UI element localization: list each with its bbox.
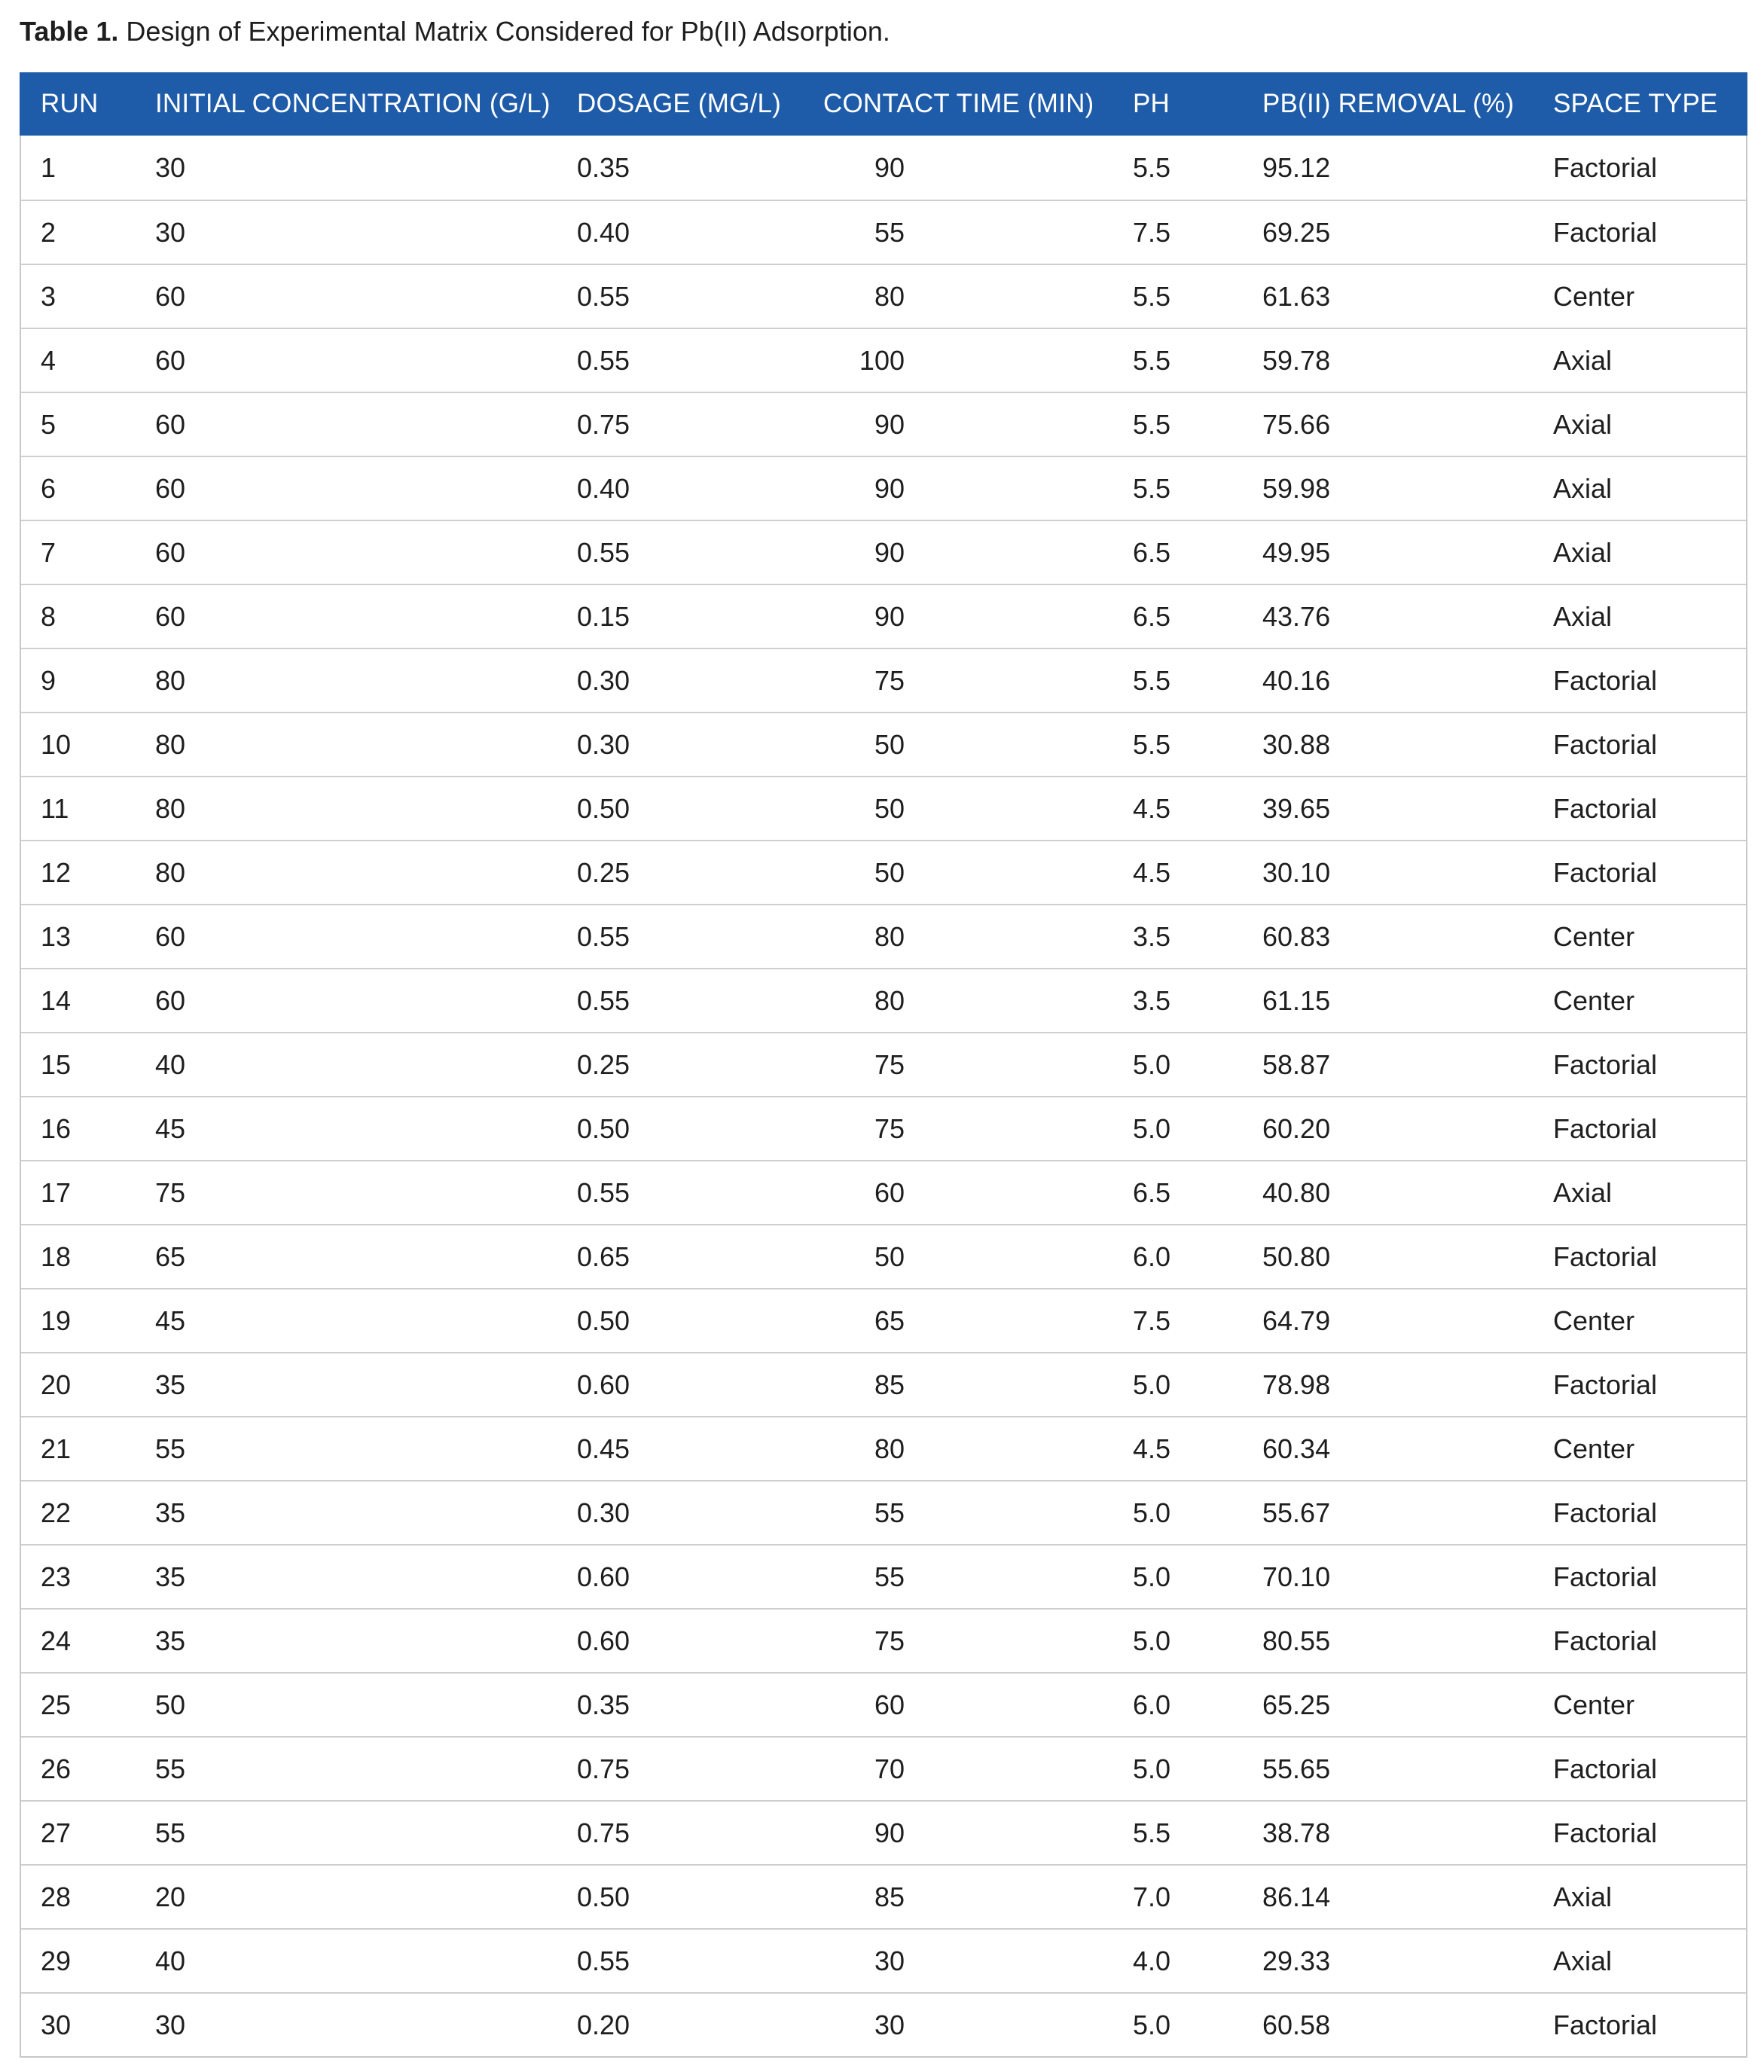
cell-contact-time (823, 1049, 1133, 1081)
experimental-matrix-table (20, 72, 1747, 2058)
contact-time-value: 85 (874, 1369, 905, 1400)
cell-dosage: 0.50 (577, 1881, 630, 1912)
cell-contact-time (823, 537, 1133, 569)
cell-space-type: Factorial (1553, 1240, 1658, 1272)
cell-run: 12 (41, 856, 72, 888)
contact-time-value: 55 (874, 1561, 905, 1592)
cell-run: 28 (41, 1881, 72, 1912)
cell-dosage: 0.75 (577, 1753, 630, 1784)
cell-run: 16 (41, 1112, 72, 1144)
contact-time-value: 30 (874, 1945, 905, 1976)
cell-initial-concentration: 60 (155, 344, 186, 376)
cell-ph: 5.5 (1133, 728, 1171, 760)
cell-ph: 6.5 (1133, 536, 1171, 568)
cell-initial-concentration: 30 (155, 216, 186, 248)
cell-removal: 64.79 (1262, 1305, 1331, 1336)
cell-removal: 69.25 (1262, 216, 1331, 248)
cell-run: 30 (41, 2009, 72, 2040)
cell-dosage: 0.35 (577, 1689, 630, 1720)
cell-space-type: Factorial (1553, 1625, 1658, 1656)
header-run: RUN (41, 89, 99, 118)
cell-space-type: Axial (1553, 344, 1613, 376)
cell-dosage: 0.30 (577, 728, 630, 760)
cell-removal: 60.83 (1262, 920, 1331, 952)
cell-run: 17 (41, 1176, 72, 1208)
table-row (21, 264, 1746, 328)
cell-ph: 5.5 (1133, 280, 1171, 312)
cell-initial-concentration: 60 (155, 600, 186, 632)
cell-removal: 61.63 (1262, 280, 1331, 312)
cell-removal: 55.67 (1262, 1497, 1331, 1528)
cell-dosage: 0.45 (577, 1433, 630, 1464)
table-row (21, 392, 1746, 456)
cell-removal: 43.76 (1262, 600, 1331, 632)
cell-run: 11 (41, 792, 69, 824)
cell-contact-time (823, 409, 1133, 441)
contact-time-value: 55 (874, 1497, 905, 1528)
cell-ph: 5.5 (1133, 344, 1171, 376)
table-row (21, 1864, 1746, 1928)
table-caption (20, 11, 890, 53)
cell-dosage: 0.65 (577, 1240, 630, 1272)
cell-contact-time (823, 217, 1133, 249)
cell-initial-concentration: 60 (155, 280, 186, 312)
cell-initial-concentration: 80 (155, 728, 186, 760)
cell-space-type: Axial (1553, 1881, 1613, 1912)
cell-removal: 58.87 (1262, 1048, 1331, 1080)
contact-time-value: 75 (874, 664, 905, 696)
cell-space-type: Center (1553, 1433, 1635, 1464)
cell-removal: 39.65 (1262, 792, 1331, 824)
cell-initial-concentration: 30 (155, 2009, 186, 2040)
contact-time-value: 90 (874, 536, 905, 568)
contact-time-value: 90 (874, 151, 905, 183)
cell-contact-time (823, 345, 1133, 377)
cell-contact-time (823, 1945, 1133, 1977)
table-row (21, 1160, 1746, 1224)
cell-dosage: 0.50 (577, 1305, 630, 1336)
cell-space-type: Factorial (1553, 1753, 1658, 1784)
contact-time-value: 90 (874, 600, 905, 632)
cell-ph: 6.5 (1133, 600, 1171, 632)
cell-ph: 4.5 (1133, 856, 1171, 888)
cell-removal: 30.88 (1262, 728, 1331, 760)
header-ph: PH (1133, 89, 1170, 118)
contact-time-value: 75 (874, 1112, 905, 1144)
table-row (21, 1352, 1746, 1416)
cell-dosage: 0.75 (577, 408, 630, 440)
contact-time-value: 80 (874, 280, 905, 312)
cell-dosage: 0.20 (577, 2009, 630, 2040)
cell-ph: 5.0 (1133, 1753, 1171, 1784)
cell-contact-time (823, 665, 1133, 697)
contact-time-value: 65 (874, 1305, 905, 1336)
cell-space-type: Center (1553, 1305, 1635, 1336)
cell-ph: 5.0 (1133, 1497, 1171, 1528)
cell-removal: 59.98 (1262, 472, 1331, 504)
caption-label: Table 1. (20, 16, 119, 47)
cell-dosage: 0.25 (577, 856, 630, 888)
cell-initial-concentration: 60 (155, 920, 186, 952)
cell-space-type: Center (1553, 920, 1635, 952)
cell-run: 27 (41, 1817, 72, 1848)
cell-initial-concentration: 35 (155, 1625, 186, 1656)
cell-contact-time (823, 1561, 1133, 1593)
contact-time-value: 90 (874, 472, 905, 504)
cell-run: 19 (41, 1305, 72, 1336)
cell-initial-concentration: 55 (155, 1433, 186, 1464)
cell-initial-concentration: 55 (155, 1817, 186, 1848)
table-header-row (20, 72, 1747, 136)
cell-contact-time (823, 1305, 1133, 1337)
cell-run: 26 (41, 1753, 72, 1784)
cell-ph: 5.5 (1133, 1817, 1171, 1848)
cell-removal: 50.80 (1262, 1240, 1331, 1272)
cell-removal: 29.33 (1262, 1945, 1331, 1976)
cell-removal: 40.80 (1262, 1176, 1331, 1208)
cell-dosage: 0.55 (577, 1176, 630, 1208)
contact-time-value: 100 (859, 344, 905, 376)
cell-contact-time (823, 985, 1133, 1017)
cell-run: 15 (41, 1048, 72, 1080)
cell-space-type: Factorial (1553, 1112, 1658, 1144)
contact-time-value: 75 (874, 1625, 905, 1656)
header-dosage: DOSAGE (MG/L) (577, 89, 781, 118)
cell-space-type: Factorial (1553, 792, 1658, 824)
cell-initial-concentration: 65 (155, 1240, 186, 1272)
contact-time-value: 50 (874, 792, 905, 824)
cell-initial-concentration: 75 (155, 1176, 186, 1208)
contact-time-value: 50 (874, 856, 905, 888)
table-row (21, 1800, 1746, 1864)
cell-run: 1 (41, 151, 56, 183)
contact-time-value: 60 (874, 1176, 905, 1208)
cell-removal: 60.34 (1262, 1433, 1331, 1464)
cell-ph: 5.0 (1133, 1048, 1171, 1080)
cell-space-type: Center (1553, 280, 1635, 312)
cell-contact-time (823, 1369, 1133, 1401)
cell-space-type: Axial (1553, 600, 1613, 632)
cell-ph: 5.0 (1133, 1112, 1171, 1144)
cell-removal: 80.55 (1262, 1625, 1331, 1656)
cell-ph: 3.5 (1133, 920, 1171, 952)
cell-ph: 5.0 (1133, 2009, 1171, 2040)
table-row (21, 1288, 1746, 1352)
cell-ph: 5.0 (1133, 1561, 1171, 1592)
contact-time-value: 90 (874, 1817, 905, 1848)
cell-run: 3 (41, 280, 56, 312)
cell-run: 23 (41, 1561, 72, 1592)
cell-space-type: Factorial (1553, 2009, 1658, 2040)
cell-contact-time (823, 1817, 1133, 1849)
contact-time-value: 50 (874, 1240, 905, 1272)
cell-dosage: 0.55 (577, 920, 630, 952)
cell-dosage: 0.30 (577, 1497, 630, 1528)
cell-ph: 4.5 (1133, 1433, 1171, 1464)
cell-contact-time (823, 281, 1133, 313)
cell-initial-concentration: 80 (155, 664, 186, 696)
cell-space-type: Axial (1553, 536, 1613, 568)
cell-removal: 59.78 (1262, 344, 1331, 376)
cell-initial-concentration: 80 (155, 856, 186, 888)
cell-space-type: Center (1553, 984, 1635, 1016)
cell-space-type: Factorial (1553, 1369, 1658, 1400)
table-row (21, 1672, 1746, 1736)
cell-removal: 38.78 (1262, 1817, 1331, 1848)
cell-dosage: 0.75 (577, 1817, 630, 1848)
contact-time-value: 50 (874, 728, 905, 760)
cell-contact-time (823, 1241, 1133, 1273)
cell-removal: 49.95 (1262, 536, 1331, 568)
contact-time-value: 55 (874, 216, 905, 248)
cell-contact-time (823, 857, 1133, 889)
cell-run: 25 (41, 1689, 72, 1720)
cell-contact-time (823, 1177, 1133, 1209)
cell-removal: 70.10 (1262, 1561, 1331, 1592)
contact-time-value: 60 (874, 1689, 905, 1720)
table-row (21, 1928, 1746, 1992)
cell-run: 5 (41, 408, 56, 440)
cell-run: 10 (41, 728, 72, 760)
cell-removal: 40.16 (1262, 664, 1331, 696)
cell-ph: 5.5 (1133, 472, 1171, 504)
cell-dosage: 0.40 (577, 216, 630, 248)
table-row (21, 584, 1746, 648)
cell-space-type: Axial (1553, 408, 1613, 440)
table-row (21, 328, 1746, 392)
cell-run: 24 (41, 1625, 72, 1656)
cell-removal: 86.14 (1262, 1881, 1331, 1912)
cell-space-type: Factorial (1553, 151, 1658, 183)
cell-removal: 61.15 (1262, 984, 1331, 1016)
cell-ph: 7.0 (1133, 1881, 1171, 1912)
cell-ph: 5.0 (1133, 1625, 1171, 1656)
cell-removal: 30.10 (1262, 856, 1331, 888)
cell-contact-time (823, 729, 1133, 761)
cell-contact-time (823, 2009, 1133, 2041)
cell-run: 4 (41, 344, 56, 376)
cell-initial-concentration: 60 (155, 536, 186, 568)
table-row (21, 1736, 1746, 1800)
cell-initial-concentration: 60 (155, 472, 186, 504)
table-row (21, 1224, 1746, 1288)
table-row (21, 1480, 1746, 1544)
cell-initial-concentration: 80 (155, 792, 186, 824)
cell-space-type: Factorial (1553, 216, 1658, 248)
cell-initial-concentration: 35 (155, 1497, 186, 1528)
cell-dosage: 0.30 (577, 664, 630, 696)
cell-run: 2 (41, 216, 56, 248)
caption-text: Design of Experimental Matrix Considered for Pb(II) Adsorption. (126, 16, 890, 47)
cell-initial-concentration: 55 (155, 1753, 186, 1784)
contact-time-value: 80 (874, 920, 905, 952)
table-row (21, 1608, 1746, 1672)
cell-ph: 3.5 (1133, 984, 1171, 1016)
cell-space-type: Factorial (1553, 856, 1658, 888)
cell-contact-time (823, 1625, 1133, 1657)
cell-initial-concentration: 35 (155, 1561, 186, 1592)
cell-dosage: 0.60 (577, 1369, 630, 1400)
cell-initial-concentration: 40 (155, 1945, 186, 1976)
cell-ph: 7.5 (1133, 1305, 1171, 1336)
cell-dosage: 0.55 (577, 1945, 630, 1976)
cell-dosage: 0.15 (577, 600, 630, 632)
header-initial-concentration: INITIAL CONCENTRATION (G/L) (155, 89, 551, 118)
cell-contact-time (823, 1753, 1133, 1785)
cell-run: 6 (41, 472, 56, 504)
cell-removal: 65.25 (1262, 1689, 1331, 1720)
contact-time-value: 85 (874, 1881, 905, 1912)
table-row (21, 904, 1746, 968)
cell-initial-concentration: 60 (155, 984, 186, 1016)
contact-time-value: 30 (874, 2009, 905, 2040)
cell-space-type: Factorial (1553, 1817, 1658, 1848)
cell-removal: 78.98 (1262, 1369, 1331, 1400)
cell-initial-concentration: 45 (155, 1305, 186, 1336)
cell-space-type: Factorial (1553, 1048, 1658, 1080)
table-body (21, 136, 1746, 2056)
cell-contact-time (823, 601, 1133, 633)
cell-initial-concentration: 35 (155, 1369, 186, 1400)
cell-dosage: 0.55 (577, 280, 630, 312)
cell-dosage: 0.60 (577, 1625, 630, 1656)
cell-initial-concentration: 30 (155, 151, 186, 183)
contact-time-value: 75 (874, 1048, 905, 1080)
cell-space-type: Axial (1553, 1945, 1613, 1976)
cell-space-type: Center (1553, 1689, 1635, 1720)
table-row (21, 968, 1746, 1032)
cell-initial-concentration: 50 (155, 1689, 186, 1720)
cell-dosage: 0.60 (577, 1561, 630, 1592)
cell-dosage: 0.50 (577, 792, 630, 824)
cell-run: 7 (41, 536, 56, 568)
cell-space-type: Factorial (1553, 664, 1658, 696)
cell-space-type: Factorial (1553, 1497, 1658, 1528)
cell-run: 8 (41, 600, 56, 632)
table-row (21, 520, 1746, 584)
table-row (21, 1992, 1746, 2056)
cell-dosage: 0.55 (577, 344, 630, 376)
cell-ph: 4.0 (1133, 1945, 1171, 1976)
cell-space-type: Factorial (1553, 728, 1658, 760)
cell-ph: 5.5 (1133, 664, 1171, 696)
cell-contact-time (823, 1689, 1133, 1721)
cell-ph: 5.5 (1133, 151, 1171, 183)
cell-ph: 5.0 (1133, 1369, 1171, 1400)
cell-run: 18 (41, 1240, 72, 1272)
cell-contact-time (823, 1881, 1133, 1913)
table-row (21, 712, 1746, 776)
cell-space-type: Axial (1553, 1176, 1613, 1208)
cell-run: 9 (41, 664, 56, 696)
cell-run: 13 (41, 920, 72, 952)
cell-ph: 5.5 (1133, 408, 1171, 440)
cell-contact-time (823, 921, 1133, 953)
cell-contact-time (823, 1433, 1133, 1465)
cell-initial-concentration: 45 (155, 1112, 186, 1144)
cell-initial-concentration: 20 (155, 1881, 186, 1912)
cell-dosage: 0.40 (577, 472, 630, 504)
cell-ph: 7.5 (1133, 216, 1171, 248)
cell-ph: 4.5 (1133, 792, 1171, 824)
cell-run: 21 (41, 1433, 72, 1464)
cell-dosage: 0.55 (577, 984, 630, 1016)
cell-removal: 75.66 (1262, 408, 1331, 440)
cell-contact-time (823, 473, 1133, 505)
table-row (21, 648, 1746, 712)
cell-space-type: Factorial (1553, 1561, 1658, 1592)
cell-run: 14 (41, 984, 72, 1016)
cell-run: 29 (41, 1945, 72, 1976)
table-row (21, 456, 1746, 520)
contact-time-value: 90 (874, 408, 905, 440)
cell-contact-time (823, 1113, 1133, 1145)
cell-initial-concentration: 60 (155, 408, 186, 440)
cell-dosage: 0.25 (577, 1048, 630, 1080)
cell-ph: 6.5 (1133, 1176, 1171, 1208)
cell-initial-concentration: 40 (155, 1048, 186, 1080)
cell-removal: 60.20 (1262, 1112, 1331, 1144)
cell-run: 20 (41, 1369, 72, 1400)
table-row (21, 776, 1746, 840)
contact-time-value: 70 (874, 1753, 905, 1784)
cell-contact-time (823, 1497, 1133, 1529)
cell-run: 22 (41, 1497, 72, 1528)
table-row (21, 1544, 1746, 1608)
table-row (21, 1416, 1746, 1480)
header-contact-time: CONTACT TIME (MIN) (823, 89, 1094, 118)
table-row (21, 1032, 1746, 1096)
cell-removal: 60.58 (1262, 2009, 1331, 2040)
cell-ph: 6.0 (1133, 1689, 1171, 1720)
cell-space-type: Axial (1553, 472, 1613, 504)
header-space-type: SPACE TYPE (1553, 89, 1718, 118)
header-removal: PB(II) REMOVAL (%) (1262, 89, 1515, 118)
cell-dosage: 0.50 (577, 1112, 630, 1144)
table-row (21, 1096, 1746, 1160)
contact-time-value: 80 (874, 1433, 905, 1464)
cell-contact-time (823, 152, 1133, 184)
cell-removal: 55.65 (1262, 1753, 1331, 1784)
contact-time-value: 80 (874, 984, 905, 1016)
cell-contact-time (823, 793, 1133, 825)
table-row (21, 200, 1746, 264)
cell-dosage: 0.35 (577, 151, 630, 183)
cell-removal: 95.12 (1262, 151, 1331, 183)
cell-dosage: 0.55 (577, 536, 630, 568)
table-row (21, 136, 1746, 200)
table-row (21, 840, 1746, 904)
cell-ph: 6.0 (1133, 1240, 1171, 1272)
